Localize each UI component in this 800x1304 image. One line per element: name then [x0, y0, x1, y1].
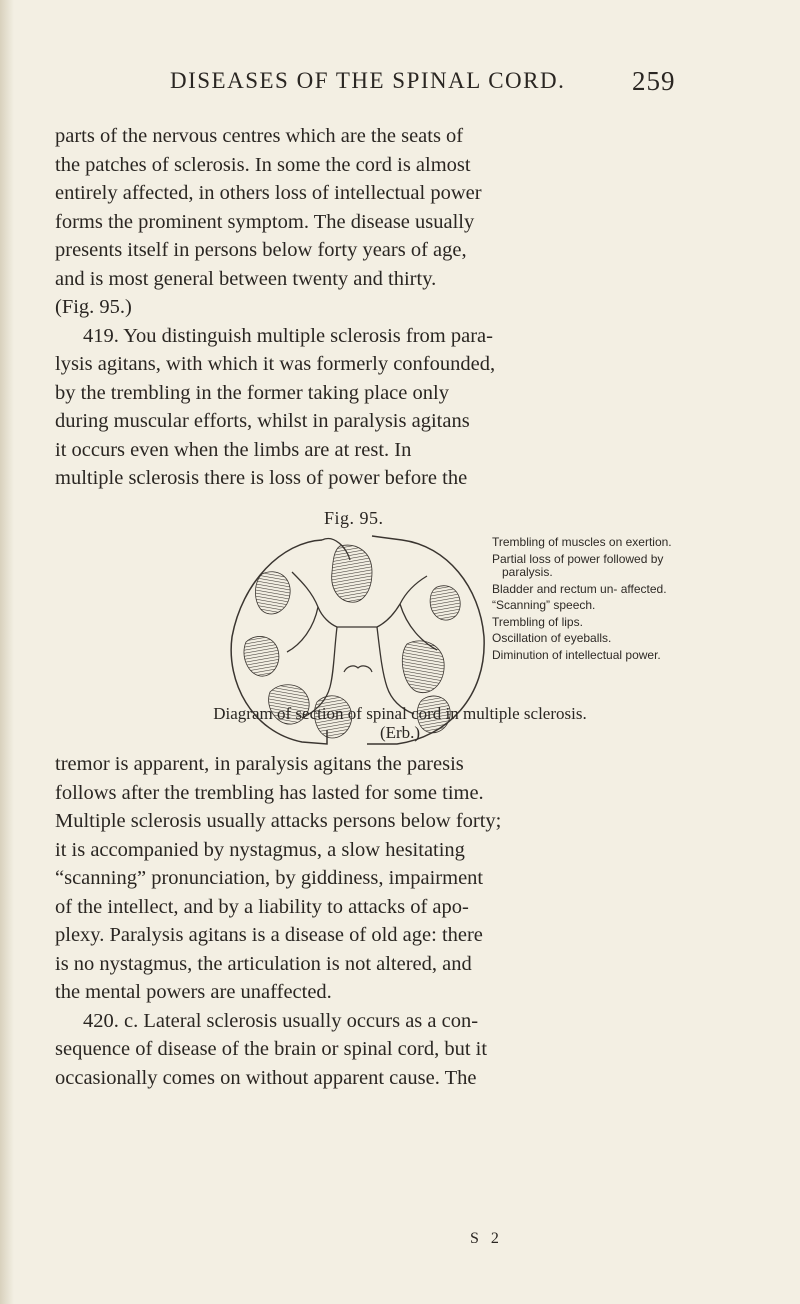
text-line: is no nystagmus, the articulation is not altered, and — [55, 952, 472, 975]
legend-item: “Scanning” speech. — [492, 598, 596, 612]
text-line: the patches of sclerosis. In some the cord is almost — [55, 153, 471, 176]
figure-label: Fig. 95. — [324, 508, 384, 528]
text-line: “scanning” pronunciation, by giddiness, impairment — [55, 867, 484, 889]
text-line: of the intellect, and by a liability to attacks of apo- — [55, 895, 469, 918]
legend-item: Diminution of intellectual power. — [492, 647, 661, 662]
text-line: it is accompanied by nystagmus, a slow hesitating — [55, 838, 465, 861]
legend-item: Trembling of muscles on exertion. — [492, 535, 672, 549]
page-number: 259 — [632, 66, 676, 96]
body-text-top — [55, 122, 687, 493]
text-line: the mental powers are unaffected. — [55, 981, 332, 1003]
text-line: forms the prominent symptom. The disease usually — [55, 210, 475, 233]
legend-item: Trembling of lips. — [492, 614, 583, 629]
text-line: during muscular efforts, whilst in paralysis agitans — [55, 410, 470, 432]
body-text-bottom — [55, 750, 687, 1092]
figure-legend — [492, 536, 697, 665]
caption-text: Diagram of section of spinal cord in multiple sclerosis. — [213, 704, 587, 723]
text-line: tremor is apparent, in paralysis agitans the paresis — [55, 753, 464, 775]
running-head: DISEASES OF THE SPINAL CORD. — [170, 68, 566, 93]
text-line: it occurs even when the limbs are at rest. In — [55, 438, 412, 461]
page-gutter-shadow — [0, 0, 14, 1304]
figure-caption — [0, 704, 800, 742]
text-line: by the trembling in the former taking place only — [55, 381, 449, 404]
text-line: multiple sclerosis there is loss of power before the — [55, 467, 468, 489]
page-header — [0, 68, 800, 104]
text-line: 419. You distinguish multiple sclerosis from para- — [83, 324, 493, 347]
text-line: 420. c. Lateral sclerosis usually occurs as a con- — [83, 1009, 479, 1032]
legend-item: Partial loss of power followed by paralysis. — [492, 551, 664, 579]
legend-item: Oscillation of eyeballs. — [492, 631, 612, 645]
text-line: sequence of disease of the brain or spinal cord, but it — [55, 1038, 488, 1060]
text-line: entirely affected, in others loss of intellectual power — [55, 182, 482, 204]
text-line: (Fig. 95.) — [55, 296, 132, 318]
text-line: plexy. Paralysis agitans is a disease of old age: there — [55, 924, 483, 946]
text-line: presents itself in persons below forty years of age, — [55, 239, 467, 261]
text-line: follows after the trembling has lasted for some time. — [55, 781, 484, 804]
text-line: lysis agitans, with which it was formerly confounded, — [55, 353, 496, 375]
text-line: and is most general between twenty and thirty. — [55, 267, 437, 290]
legend-item: Bladder and rectum un- affected. — [492, 581, 667, 596]
caption-credit: (Erb.) — [379, 723, 421, 742]
text-line: parts of the nervous centres which are the seats of — [55, 125, 464, 147]
text-line: Multiple sclerosis usually attacks persons below forty; — [55, 810, 502, 832]
text-line: occasionally comes on without apparent cause. The — [55, 1066, 477, 1089]
signature-mark: S 2 — [470, 1230, 503, 1247]
